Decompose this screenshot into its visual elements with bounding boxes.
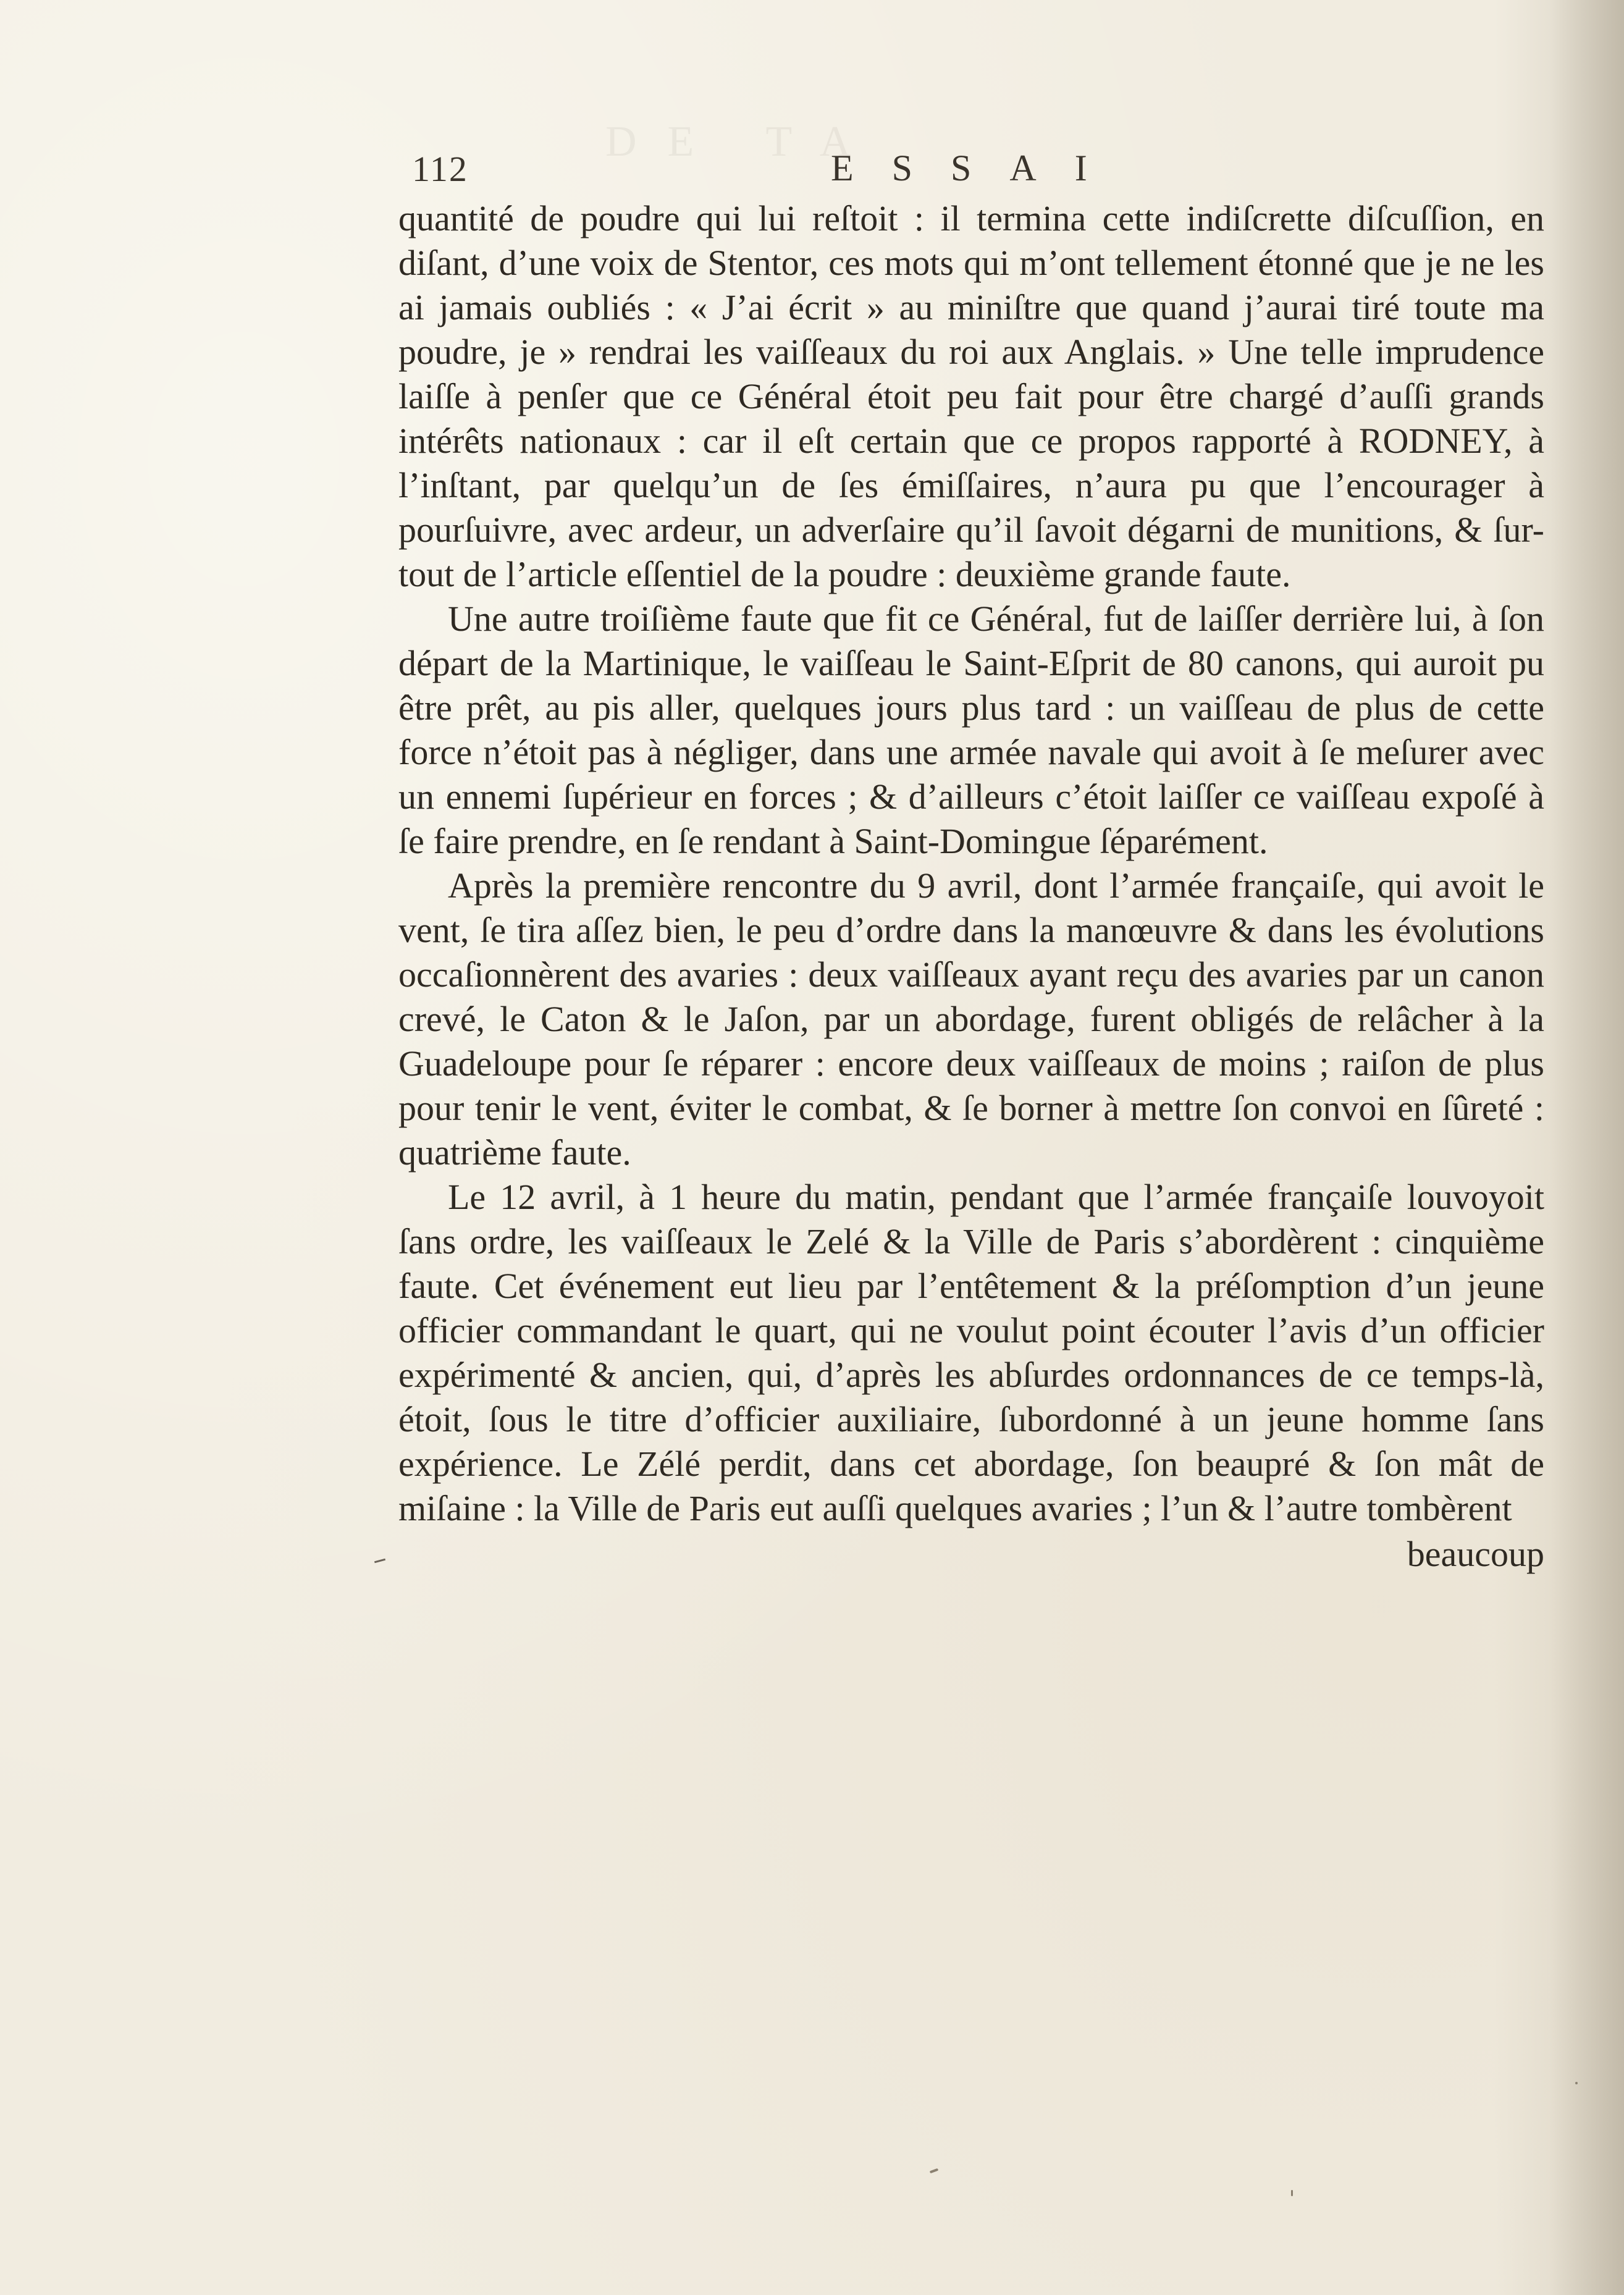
book-page xyxy=(398,147,1544,1575)
paragraph: Après la première rencontre du 9 avril, dont l’armée françaiſe, qui avoit le vent, ſe tira aſſez bien, le peu d’ordre dans la manœuvre & dans les évolutions occaſionnèrent des avaries : deux vaiſſeaux ayant reçu des avaries par un canon crevé, le Caton & le Jaſon, par un abordage, furent obligés de relâcher à la Guadeloupe pour ſe réparer : encore deux vaiſſeaux de moins ; raiſon de plus pour tenir le vent, éviter le combat, & ſe borner à mettre ſon convoi en ſûreté : quatrième faute. xyxy=(398,865,1544,1173)
paper-speck xyxy=(1575,2082,1578,2084)
running-title: ESSAI xyxy=(831,148,1125,188)
paragraph: Une autre troiſième faute que fit ce Général, fut de laiſſer derrière lui, à ſon départ de la Martinique, le vaiſſeau le Saint-Eſprit de 80 canons, qui auroit pu être prêt, au pis aller, quelques jours plus tard : un vaiſſeau de plus de cette force n’étoit pas à négliger, dans une armée navale qui avoit à ſe meſurer avec un ennemi ſupérieur en forces ; & d’ailleurs c’étoit laiſſer ce vaiſſeau expoſé à ſe faire prendre, en ſe rendant à Saint-Domingue ſéparément. xyxy=(398,599,1544,861)
page-number: 112 xyxy=(412,149,468,189)
page-edge-shadow xyxy=(1550,0,1624,2295)
show-through-text: DE TA xyxy=(605,118,882,166)
body-text xyxy=(398,196,1544,1531)
paper-speck xyxy=(930,2168,939,2174)
catchword: beaucoup xyxy=(1407,1534,1544,1574)
margin-mark xyxy=(374,1559,385,1564)
paper-speck xyxy=(1291,2190,1293,2196)
paragraph: Le 12 avril, à 1 heure du matin, pendant que l’armée françaiſe louvoyoit ſans ordre, les vaiſſeaux le Zelé & la Ville de Paris s’abordèrent : cinquième faute. Cet événement eut lieu par l’entêtement & la préſomption d’un jeune officier commandant le quart, qui ne voulut point écouter l’avis d’un officier expérimenté & ancien, qui, d’après les abſurdes ordonnances de ce temps-là, étoit, ſous le titre d’officier auxiliaire, ſubordonné à un jeune homme ſans expérience. Le Zélé perdit, dans cet abordage, ſon beaupré & ſon mât de miſaine : la Ville de Paris eut auſſi quelques avaries ; l’un & l’autre tombèrent xyxy=(398,1177,1544,1528)
paragraph: quantité de poudre qui lui reſtoit : il termina cette indiſcrette diſcuſſion, en diſant, d’une voix de Stentor, ces mots qui m’ont tellement étonné que je ne les ai jamais oubliés : « J’ai écrit » au miniſtre que quand j’aurai tiré toute ma poudre, je » rendrai les vaiſſeaux du roi aux Anglais. » Une telle imprudence laiſſe à penſer que ce Général étoit peu fait pour être chargé d’auſſi grands intérêts nationaux : car il eſt certain que ce propos rapporté à RODNEY, à l’inſtant, par quelqu’un de ſes émiſſaires, n’aura pu que l’encourager à pourſuivre, avec ardeur, un adverſaire qu’il ſavoit dégarni de munitions, & ſur-tout de l’article eſſentiel de la poudre : deuxième grande faute. xyxy=(398,198,1544,594)
running-head xyxy=(398,147,1544,196)
